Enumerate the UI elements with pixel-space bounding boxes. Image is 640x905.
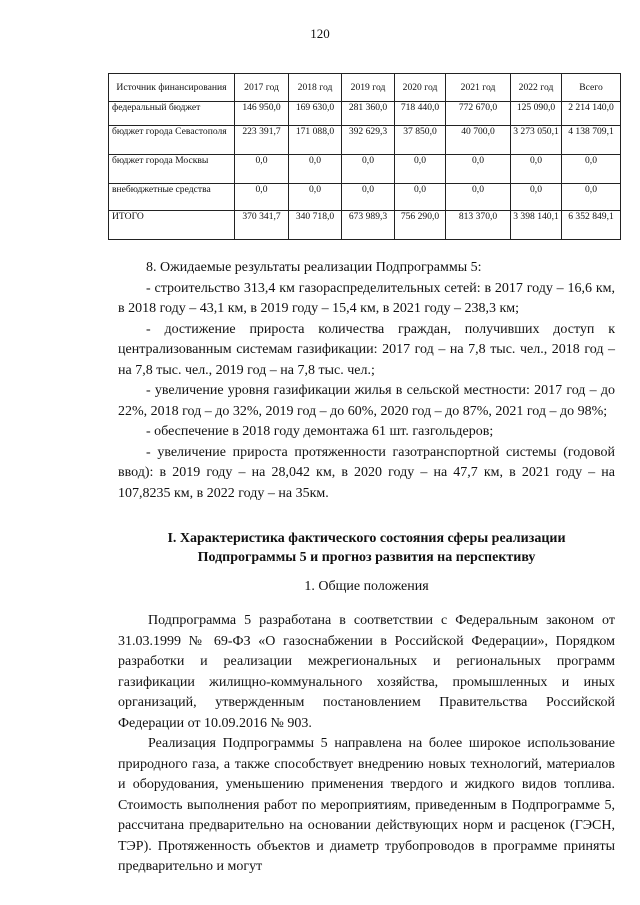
table-cell: 2 214 140,0: [562, 102, 621, 126]
table-cell: 0,0: [395, 155, 446, 184]
expected-results: [118, 258, 615, 504]
results-heading: 8. Ожидаемые результаты реализации Подпрограммы 5:: [146, 260, 482, 275]
table-cell: 3 398 140,1: [511, 211, 562, 240]
table-cell: 673 989,3: [342, 211, 395, 240]
section-title: [118, 529, 615, 567]
table-row: [109, 102, 621, 126]
table-row: [109, 126, 621, 155]
table-cell: 40 700,0: [446, 126, 511, 155]
table-header-2018: 2018 год: [289, 74, 342, 102]
table-header-2017: 2017 год: [235, 74, 289, 102]
table-cell: 4 138 709,1: [562, 126, 621, 155]
result-item: - увеличение прироста протяженности газотранспортной системы (годовой ввод): в 2019 году – на 28,042 км, в 2020 году – на 47,7 км, в 2021 году – на 107,8235 км, в 2022 году – на 35км.: [118, 444, 615, 501]
result-item: - строительство 313,4 км газораспределительных сетей: в 2017 году – 16,6 км, в 2018 году – 43,1 км, в 2019 году – 15,4 км, в 2021 году – 238,3 км;: [118, 280, 615, 316]
row-source: внебюджетные средства: [109, 184, 235, 211]
section-title-line2: Подпрограммы 5 и прогноз развития на перспективу: [197, 550, 536, 565]
page-number: 120: [310, 26, 330, 41]
body-paragraph: Реализация Подпрограммы 5 направлена на более широкое использование природного газа, а также способствует внедрению новых технологий, материалов и оборудования, уменьшению применения твердого и жидкого видов топлива. Стоимость выполнения работ по мероприятиям, приведенным в Подпрограмме 5, рассчитана предварительно на основании действующих норм и расценок (ГЭСН, ТЭР). Протяженность объектов и диаметр трубопроводов в программе приняты предварительно и могут: [118, 736, 615, 874]
row-source: бюджет города Севастополя: [109, 126, 235, 155]
financing-table: [108, 73, 621, 240]
result-item: - увеличение уровня газификации жилья в сельской местности: 2017 год – до 22%, 2018 год – до 32%, 2019 год – до 60%, 2020 год – до 87%, 2021 год – до 98%;: [118, 383, 615, 419]
table-cell: 370 341,7: [235, 211, 289, 240]
table-cell: 169 630,0: [289, 102, 342, 126]
table-header-2019: 2019 год: [342, 74, 395, 102]
table-cell: 281 360,0: [342, 102, 395, 126]
table-cell: 0,0: [446, 155, 511, 184]
table-cell: 772 670,0: [446, 102, 511, 126]
table-cell: 0,0: [395, 184, 446, 211]
table-header-total: Всего: [562, 74, 621, 102]
table-row-total: [109, 211, 621, 240]
table-cell: 0,0: [511, 184, 562, 211]
table-cell: 146 950,0: [235, 102, 289, 126]
table-cell: 0,0: [289, 184, 342, 211]
table-cell: 0,0: [446, 184, 511, 211]
table-cell: 3 273 050,1: [511, 126, 562, 155]
table-header-2022: 2022 год: [511, 74, 562, 102]
row-source: ИТОГО: [109, 211, 235, 240]
section-body: [118, 611, 615, 878]
table-header-2021: 2021 год: [446, 74, 511, 102]
body-paragraph: Подпрограмма 5 разработана в соответствии с Федеральным законом от 31.03.1999 № 69-ФЗ «О газоснабжении в Российской Федерации», Порядком разработки и реализации межрегиональных и региональных программ газификации жилищно-коммунального хозяйства, промышленных и иных организаций, утвержденным постановлением Правительства Российской Федерации от 10.09.2016 № 903.: [118, 613, 615, 731]
table-cell: 6 352 849,1: [562, 211, 621, 240]
table-cell: 0,0: [342, 155, 395, 184]
subsection-title: 1. Общие положения: [304, 579, 429, 594]
table-cell: 392 629,3: [342, 126, 395, 155]
table-cell: 0,0: [562, 184, 621, 211]
table-cell: 0,0: [342, 184, 395, 211]
table-cell: 813 370,0: [446, 211, 511, 240]
table-cell: 0,0: [235, 155, 289, 184]
row-source: федеральный бюджет: [109, 102, 235, 126]
table-cell: 718 440,0: [395, 102, 446, 126]
table-cell: 0,0: [562, 155, 621, 184]
table-header-source: Источник финансирования: [109, 74, 235, 102]
section-title-line1: I. Характеристика фактического состояния сферы реализации: [167, 531, 566, 546]
result-item: - обеспечение в 2018 году демонтажа 61 шт. газгольдеров;: [146, 424, 494, 439]
table-row: [109, 184, 621, 211]
table-header-row: [109, 74, 621, 102]
table-cell: 0,0: [511, 155, 562, 184]
table-cell: 756 290,0: [395, 211, 446, 240]
table-cell: 340 718,0: [289, 211, 342, 240]
table-cell: 125 090,0: [511, 102, 562, 126]
table-cell: 37 850,0: [395, 126, 446, 155]
table-cell: 171 088,0: [289, 126, 342, 155]
row-source: бюджет города Москвы: [109, 155, 235, 184]
table-cell: 223 391,7: [235, 126, 289, 155]
table-header-2020: 2020 год: [395, 74, 446, 102]
result-item: - достижение прироста количества граждан, получивших доступ к централизованным системам газификации: 2017 год – на 7,8 тыс. чел., 2018 год – на 7,8 тыс. чел., 2019 год – на 7,8 тыс. чел.;: [118, 321, 615, 378]
table-row: [109, 155, 621, 184]
table-cell: 0,0: [235, 184, 289, 211]
table-cell: 0,0: [289, 155, 342, 184]
